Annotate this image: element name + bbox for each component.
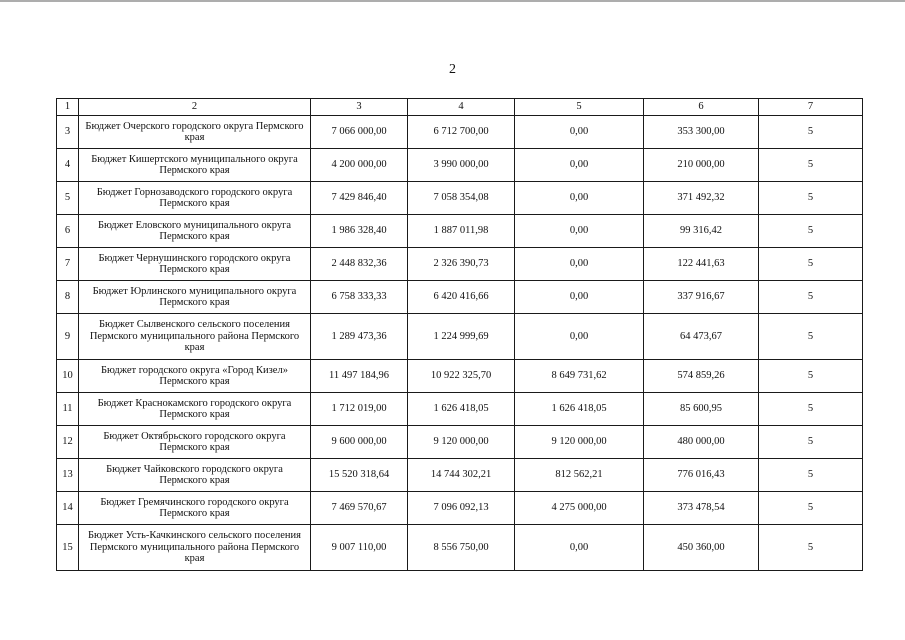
amount-cell: 15 520 318,64: [311, 459, 408, 492]
header-cell: 6: [644, 99, 759, 116]
amount-cell: 1 626 418,05: [515, 393, 644, 426]
amount-cell: 7 058 354,08: [408, 182, 515, 215]
amount-cell: 7 066 000,00: [311, 116, 408, 149]
amount-cell: 4 275 000,00: [515, 492, 644, 525]
amount-cell: 4 200 000,00: [311, 149, 408, 182]
percent-cell: 5: [759, 360, 863, 393]
amount-cell: 9 007 110,00: [311, 525, 408, 571]
percent-cell: 5: [759, 281, 863, 314]
amount-cell: 9 600 000,00: [311, 426, 408, 459]
budget-name-cell: Бюджет Кишертского муниципального округа Пермского края: [79, 149, 311, 182]
amount-cell: 7 429 846,40: [311, 182, 408, 215]
amount-cell: 122 441,63: [644, 248, 759, 281]
amount-cell: 7 469 570,67: [311, 492, 408, 525]
budget-table: [56, 98, 863, 571]
amount-cell: 480 000,00: [644, 426, 759, 459]
header-cell: 4: [408, 99, 515, 116]
amount-cell: 0,00: [515, 149, 644, 182]
amount-cell: 0,00: [515, 248, 644, 281]
amount-cell: 0,00: [515, 281, 644, 314]
header-cell: 7: [759, 99, 863, 116]
amount-cell: 9 120 000,00: [408, 426, 515, 459]
row-number-cell: 12: [57, 426, 79, 459]
percent-cell: 5: [759, 426, 863, 459]
amount-cell: 6 420 416,66: [408, 281, 515, 314]
table-body: [57, 99, 863, 571]
amount-cell: 337 916,67: [644, 281, 759, 314]
amount-cell: 8 649 731,62: [515, 360, 644, 393]
budget-name-cell: Бюджет Горнозаводского городского округа Пермского края: [79, 182, 311, 215]
header-cell: 2: [79, 99, 311, 116]
page-number: 2: [449, 62, 456, 77]
budget-name-cell: Бюджет Усть-Качкинского сельского поселения Пермского муниципального района Пермского края: [79, 525, 311, 571]
amount-cell: 1 626 418,05: [408, 393, 515, 426]
table-row: [57, 281, 863, 314]
amount-cell: 85 600,95: [644, 393, 759, 426]
table-row: [57, 393, 863, 426]
amount-cell: 0,00: [515, 525, 644, 571]
row-number-cell: 7: [57, 248, 79, 281]
amount-cell: 9 120 000,00: [515, 426, 644, 459]
amount-cell: 0,00: [515, 215, 644, 248]
amount-cell: 6 758 333,33: [311, 281, 408, 314]
table-row: [57, 248, 863, 281]
row-number-cell: 13: [57, 459, 79, 492]
row-number-cell: 11: [57, 393, 79, 426]
header-cell: 5: [515, 99, 644, 116]
percent-cell: 5: [759, 314, 863, 360]
budget-name-cell: Бюджет городского округа «Город Кизел» Пермского края: [79, 360, 311, 393]
amount-cell: 0,00: [515, 314, 644, 360]
percent-cell: 5: [759, 525, 863, 571]
row-number-cell: 4: [57, 149, 79, 182]
budget-name-cell: Бюджет Очерского городского округа Пермского края: [79, 116, 311, 149]
header-cell: 3: [311, 99, 408, 116]
percent-cell: 5: [759, 248, 863, 281]
table-row: [57, 525, 863, 571]
header-cell: 1: [57, 99, 79, 116]
amount-cell: 353 300,00: [644, 116, 759, 149]
row-number-cell: 14: [57, 492, 79, 525]
row-number-cell: 6: [57, 215, 79, 248]
table-row: [57, 459, 863, 492]
amount-cell: 1 887 011,98: [408, 215, 515, 248]
amount-cell: 10 922 325,70: [408, 360, 515, 393]
amount-cell: 371 492,32: [644, 182, 759, 215]
amount-cell: 2 448 832,36: [311, 248, 408, 281]
amount-cell: 1 289 473,36: [311, 314, 408, 360]
table-row: [57, 314, 863, 360]
percent-cell: 5: [759, 492, 863, 525]
row-number-cell: 5: [57, 182, 79, 215]
budget-name-cell: Бюджет Гремячинского городского округа Пермского края: [79, 492, 311, 525]
percent-cell: 5: [759, 116, 863, 149]
header-row: [57, 99, 863, 116]
amount-cell: 14 744 302,21: [408, 459, 515, 492]
row-number-cell: 10: [57, 360, 79, 393]
amount-cell: 1 986 328,40: [311, 215, 408, 248]
percent-cell: 5: [759, 215, 863, 248]
amount-cell: 1 224 999,69: [408, 314, 515, 360]
amount-cell: 2 326 390,73: [408, 248, 515, 281]
table-row: [57, 149, 863, 182]
budget-name-cell: Бюджет Сылвенского сельского поселения Пермского муниципального района Пермского края: [79, 314, 311, 360]
amount-cell: 450 360,00: [644, 525, 759, 571]
amount-cell: 6 712 700,00: [408, 116, 515, 149]
budget-name-cell: Бюджет Краснокамского городского округа Пермского края: [79, 393, 311, 426]
row-number-cell: 15: [57, 525, 79, 571]
amount-cell: 812 562,21: [515, 459, 644, 492]
amount-cell: 7 096 092,13: [408, 492, 515, 525]
table-row: [57, 182, 863, 215]
budget-name-cell: Бюджет Чернушинского городского округа Пермского края: [79, 248, 311, 281]
budget-name-cell: Бюджет Юрлинского муниципального округа Пермского края: [79, 281, 311, 314]
amount-cell: 574 859,26: [644, 360, 759, 393]
budget-name-cell: Бюджет Еловского муниципального округа Пермского края: [79, 215, 311, 248]
row-number-cell: 8: [57, 281, 79, 314]
percent-cell: 5: [759, 182, 863, 215]
table-row: [57, 360, 863, 393]
table-row: [57, 426, 863, 459]
row-number-cell: 3: [57, 116, 79, 149]
amount-cell: 3 990 000,00: [408, 149, 515, 182]
scan-edge-line: [0, 0, 905, 2]
amount-cell: 99 316,42: [644, 215, 759, 248]
budget-name-cell: Бюджет Чайковского городского округа Пермского края: [79, 459, 311, 492]
amount-cell: 8 556 750,00: [408, 525, 515, 571]
amount-cell: 0,00: [515, 116, 644, 149]
amount-cell: 1 712 019,00: [311, 393, 408, 426]
percent-cell: 5: [759, 459, 863, 492]
table-row: [57, 215, 863, 248]
amount-cell: 210 000,00: [644, 149, 759, 182]
amount-cell: 776 016,43: [644, 459, 759, 492]
percent-cell: 5: [759, 393, 863, 426]
amount-cell: 64 473,67: [644, 314, 759, 360]
amount-cell: 0,00: [515, 182, 644, 215]
percent-cell: 5: [759, 149, 863, 182]
budget-name-cell: Бюджет Октябрьского городского округа Пермского края: [79, 426, 311, 459]
table-row: [57, 492, 863, 525]
amount-cell: 373 478,54: [644, 492, 759, 525]
row-number-cell: 9: [57, 314, 79, 360]
amount-cell: 11 497 184,96: [311, 360, 408, 393]
table-row: [57, 116, 863, 149]
